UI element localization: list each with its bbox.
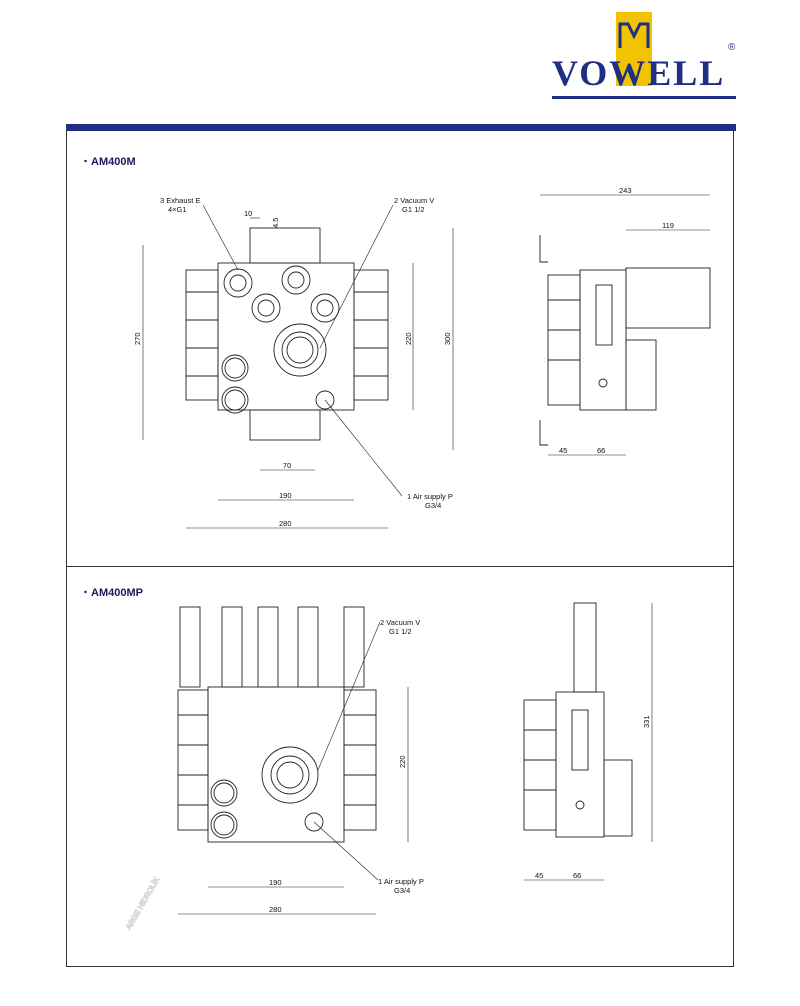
mp-dim-190: 190 (269, 878, 282, 887)
dim-243: 243 (619, 186, 632, 195)
dim-300: 300 (443, 332, 452, 345)
silencer-5 (344, 607, 364, 687)
logo-brand-name: VOWELL (552, 53, 726, 93)
silencer-2 (222, 607, 242, 687)
section-title-am400mp: ・AM400MP (80, 587, 143, 599)
mp-gauge-2 (211, 812, 237, 838)
mp-label-air-supply: 1 Air supply P (378, 877, 424, 886)
gauge-2 (222, 387, 248, 413)
mp-dim-66: 66 (573, 871, 582, 880)
exhaust-port-1 (224, 269, 252, 297)
mp-dim-280: 280 (269, 905, 282, 914)
mp-label-vacuum: 2 Vacuum V (380, 618, 421, 627)
am400mp-front-view (178, 607, 376, 842)
watermark-text: ARGE HIDROLİK (123, 875, 162, 931)
silencer-3 (258, 607, 278, 687)
mp-vacuum-port-flange (262, 747, 318, 803)
am400m-right-cylinder (354, 270, 388, 400)
mp-side-silencer (574, 603, 596, 692)
mp-label-vacuum-thread: G1 1/2 (389, 627, 412, 636)
am400mp-side-view (524, 603, 632, 837)
label-exhaust: 3 Exhaust E (160, 196, 201, 205)
label-air-thread: G3/4 (425, 501, 442, 510)
registered-mark: ® (728, 42, 736, 53)
dim-119: 119 (662, 221, 674, 230)
exhaust-port-4 (311, 294, 339, 322)
dim-220: 220 (404, 332, 413, 345)
mp-dim-220: 220 (398, 755, 407, 768)
section-title-am400m: ・AM400M (80, 156, 136, 168)
am400m-side-body (580, 270, 626, 410)
dim-190: 190 (279, 491, 292, 500)
dim-280: 280 (279, 519, 292, 528)
am400m-side-cylinder (626, 268, 710, 328)
gauge-1 (222, 355, 248, 381)
am400mp-side-body (556, 692, 604, 837)
dim-66: 66 (597, 446, 606, 455)
am400m-left-cylinder (186, 270, 218, 400)
exhaust-port-3 (252, 294, 280, 322)
mp-gauge-1 (211, 780, 237, 806)
am400m-front-view (186, 228, 388, 440)
silencer-4 (298, 607, 318, 687)
silencer-1 (180, 607, 200, 687)
am400mp-main-body (208, 687, 344, 842)
dim-10: 10 (244, 209, 253, 218)
label-vacuum: 2 Vacuum V (394, 196, 435, 205)
dim-270: 270 (133, 332, 142, 345)
am400m-top-manifold (250, 228, 320, 263)
mp-label-air-thread: G3/4 (394, 886, 411, 895)
dim-4-5: 4.5 (271, 217, 280, 228)
am400m-main-body (218, 263, 354, 410)
dim-70: 70 (283, 461, 292, 470)
mp-dim-45: 45 (535, 871, 544, 880)
label-vacuum-thread: G1 1/2 (402, 205, 425, 214)
am400m-side-view (540, 235, 710, 445)
label-exhaust-thread: 4×G1 (168, 205, 187, 214)
am400m-bottom-manifold (250, 410, 320, 440)
mp-dim-331: 331 (642, 715, 651, 728)
label-air-supply: 1 Air supply P (407, 492, 453, 501)
dim-45: 45 (559, 446, 568, 455)
exhaust-port-2 (282, 266, 310, 294)
